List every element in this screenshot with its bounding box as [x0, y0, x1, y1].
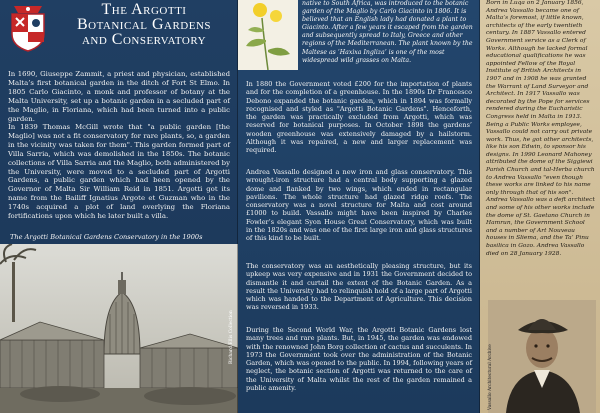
plant-illustration — [238, 0, 298, 70]
architect-biography: Born in Luqa on 2 January 1856, Andrea Vassallo became one of Malta’s foremost, if little known, architects of the early twentieth century. In 1887 Vassallo entered Government service as a Clerk of Works. Although he lacked formal educational qualifications he was appointed Fellow of the Royal Institute of British Architects in 1907 and in 1908 he was granted the Warrant of Land Surveyor and Architect. In 1917 Vassallo was decorated by the Pope for services rendered during the Eucharistic Congress held in Malta in 1913. Being a Public Works employee, Vassallo could not carry out private work. Thus, he got other architects, like his son Edwin, to sponsor his designs. In 1990 Leonard Mahoney attributed the dome of the Siggiewi Parish Church and tal-Herba church to Andrea Vassallo "even though these works are linked to his name only through that of his son". Andrea Vassallo was a deft architect and some of his other works include the dome of St. Gaetano Church in Hamrun, the Government School and a number of Art Nouveau houses in Sliema, and the Ta’ Pinu basilica in Gozo. Andrea Vassallo died on 28 January 1928. — [486, 0, 595, 257]
history-paragraph-3: In 1880 the Government voted £200 for the importation of plants and for the completion of a greenhouse. In the 1890s Dr Francesco Debono expanded the botanic garden, which in 1894 was formally recognised and styled as "Argotti Botanic Gardens". Henceforth, the garden was practically excluded from Argotti, which was reserved for botanical purposes. In October 1898 the gardens’ wooden greenhouse was extensively damaged by a hailstorm. Although it was repaired, a new and larger replacement was required. — [246, 80, 472, 155]
conservatory-photo — [0, 244, 238, 413]
university-crest-icon — [8, 4, 48, 52]
history-paragraph-5: The conservatory was an aesthetically pleasing structure, but its upkeep was very expensive and in 1931 the Government decided to dismantle it and curtail the extent of the Botanic Garden. As a result the University had to relinquish hold of a large part of Argotti which was handed to the Department of Agriculture. This decision was reversed in 1933. — [246, 262, 472, 312]
history-paragraph-1: In 1690, Giuseppe Zammit, a priest and physician, established Malta’s first botanical garden in the ditch of Fort St Elmo. In 1805 Carlo Giacinto, a monk and professor of botany at the Malta University, set up a botanic garden in a secluded part of the Maglio, in Floriana, which had been turned into a public garden. — [8, 70, 230, 123]
history-paragraph-6: During the Second World War, the Argotti Botanic Gardens lost many trees and rare plants. But, in 1945, the garden was endowed with the renowned John Borg collection of cactus and succulents. In 1973 the Government took over the administration of the Botanic Garden, which was opened to the public. In 1994, following years of neglect, the botanic section of Argotti was returned to the care of the University of Malta whilst the rest of the garden remained a public amenity. — [246, 326, 472, 393]
photo-caption: The Argotti Botanical Gardens Conservatory in the 1900s — [10, 233, 203, 241]
title-line-3: and Conservatory — [81, 31, 207, 48]
photo-credit: Richard Ellis Collection — [229, 310, 234, 364]
title-line-2: Botanical Gardens — [76, 16, 212, 33]
architect-portrait — [488, 300, 596, 413]
plant-note: native to South Africa, was introduced to the botanic garden of the Maglio by Carlo Giacinto in 1806. It is believed that an English lady had donated a plant to Giacinto. After a few years it escaped from the garden and subsequently spread to Italy, Greece and other regions of the Mediterranean. The plant known by the Maltese as ‘Haxixa Ingliza’ is one of the most widespread wild grasses on Malta. — [302, 0, 473, 64]
left-panel — [0, 0, 238, 413]
middle-panel — [238, 0, 480, 413]
title-line-1: The Argotti — [101, 1, 187, 18]
history-paragraph-2: In 1839 Thomas McGill wrote that "a public garden [the Maglio] was not a fit conservatory for rare plants, so, a garden in the vicinity was taken for them". This garden formed part of Villa Sarria, which was demolished in the 1850s. The botanic collections of Villa Sarria and the Maglio, both administered by the University, were moved to a secluded part of Argotti Gardens, a public garden which had been opened by the Governor of Malta Sir William Reid in 1851. Argotti got its name from the Bailiff Ignatius Argote et Guzman who in the 1740s acquired a plot of land overlying the Floriana fortifications upon which he later built a villa. — [8, 123, 230, 221]
portrait-credit: Vassallo Architectural Archive — [488, 344, 493, 410]
page-title — [54, 2, 234, 47]
history-paragraph-4: Andrea Vassallo designed a new iron and glass conservatory. This wrought-iron structure had a central body supporting a glazed dome and flanked by two wings, which ended in rectangular pavilions. The whole structure had glazed ridge roofs. The conservatory was a novel structure for Malta and cost around £1000 to build. Vassallo might have been inspired by Charles Fowler’s elegant Syon House Great Conservatory, which was built in the 1820s and was one of the first large iron and glass structures of this kind to be built. — [246, 168, 472, 243]
right-panel — [480, 0, 600, 413]
